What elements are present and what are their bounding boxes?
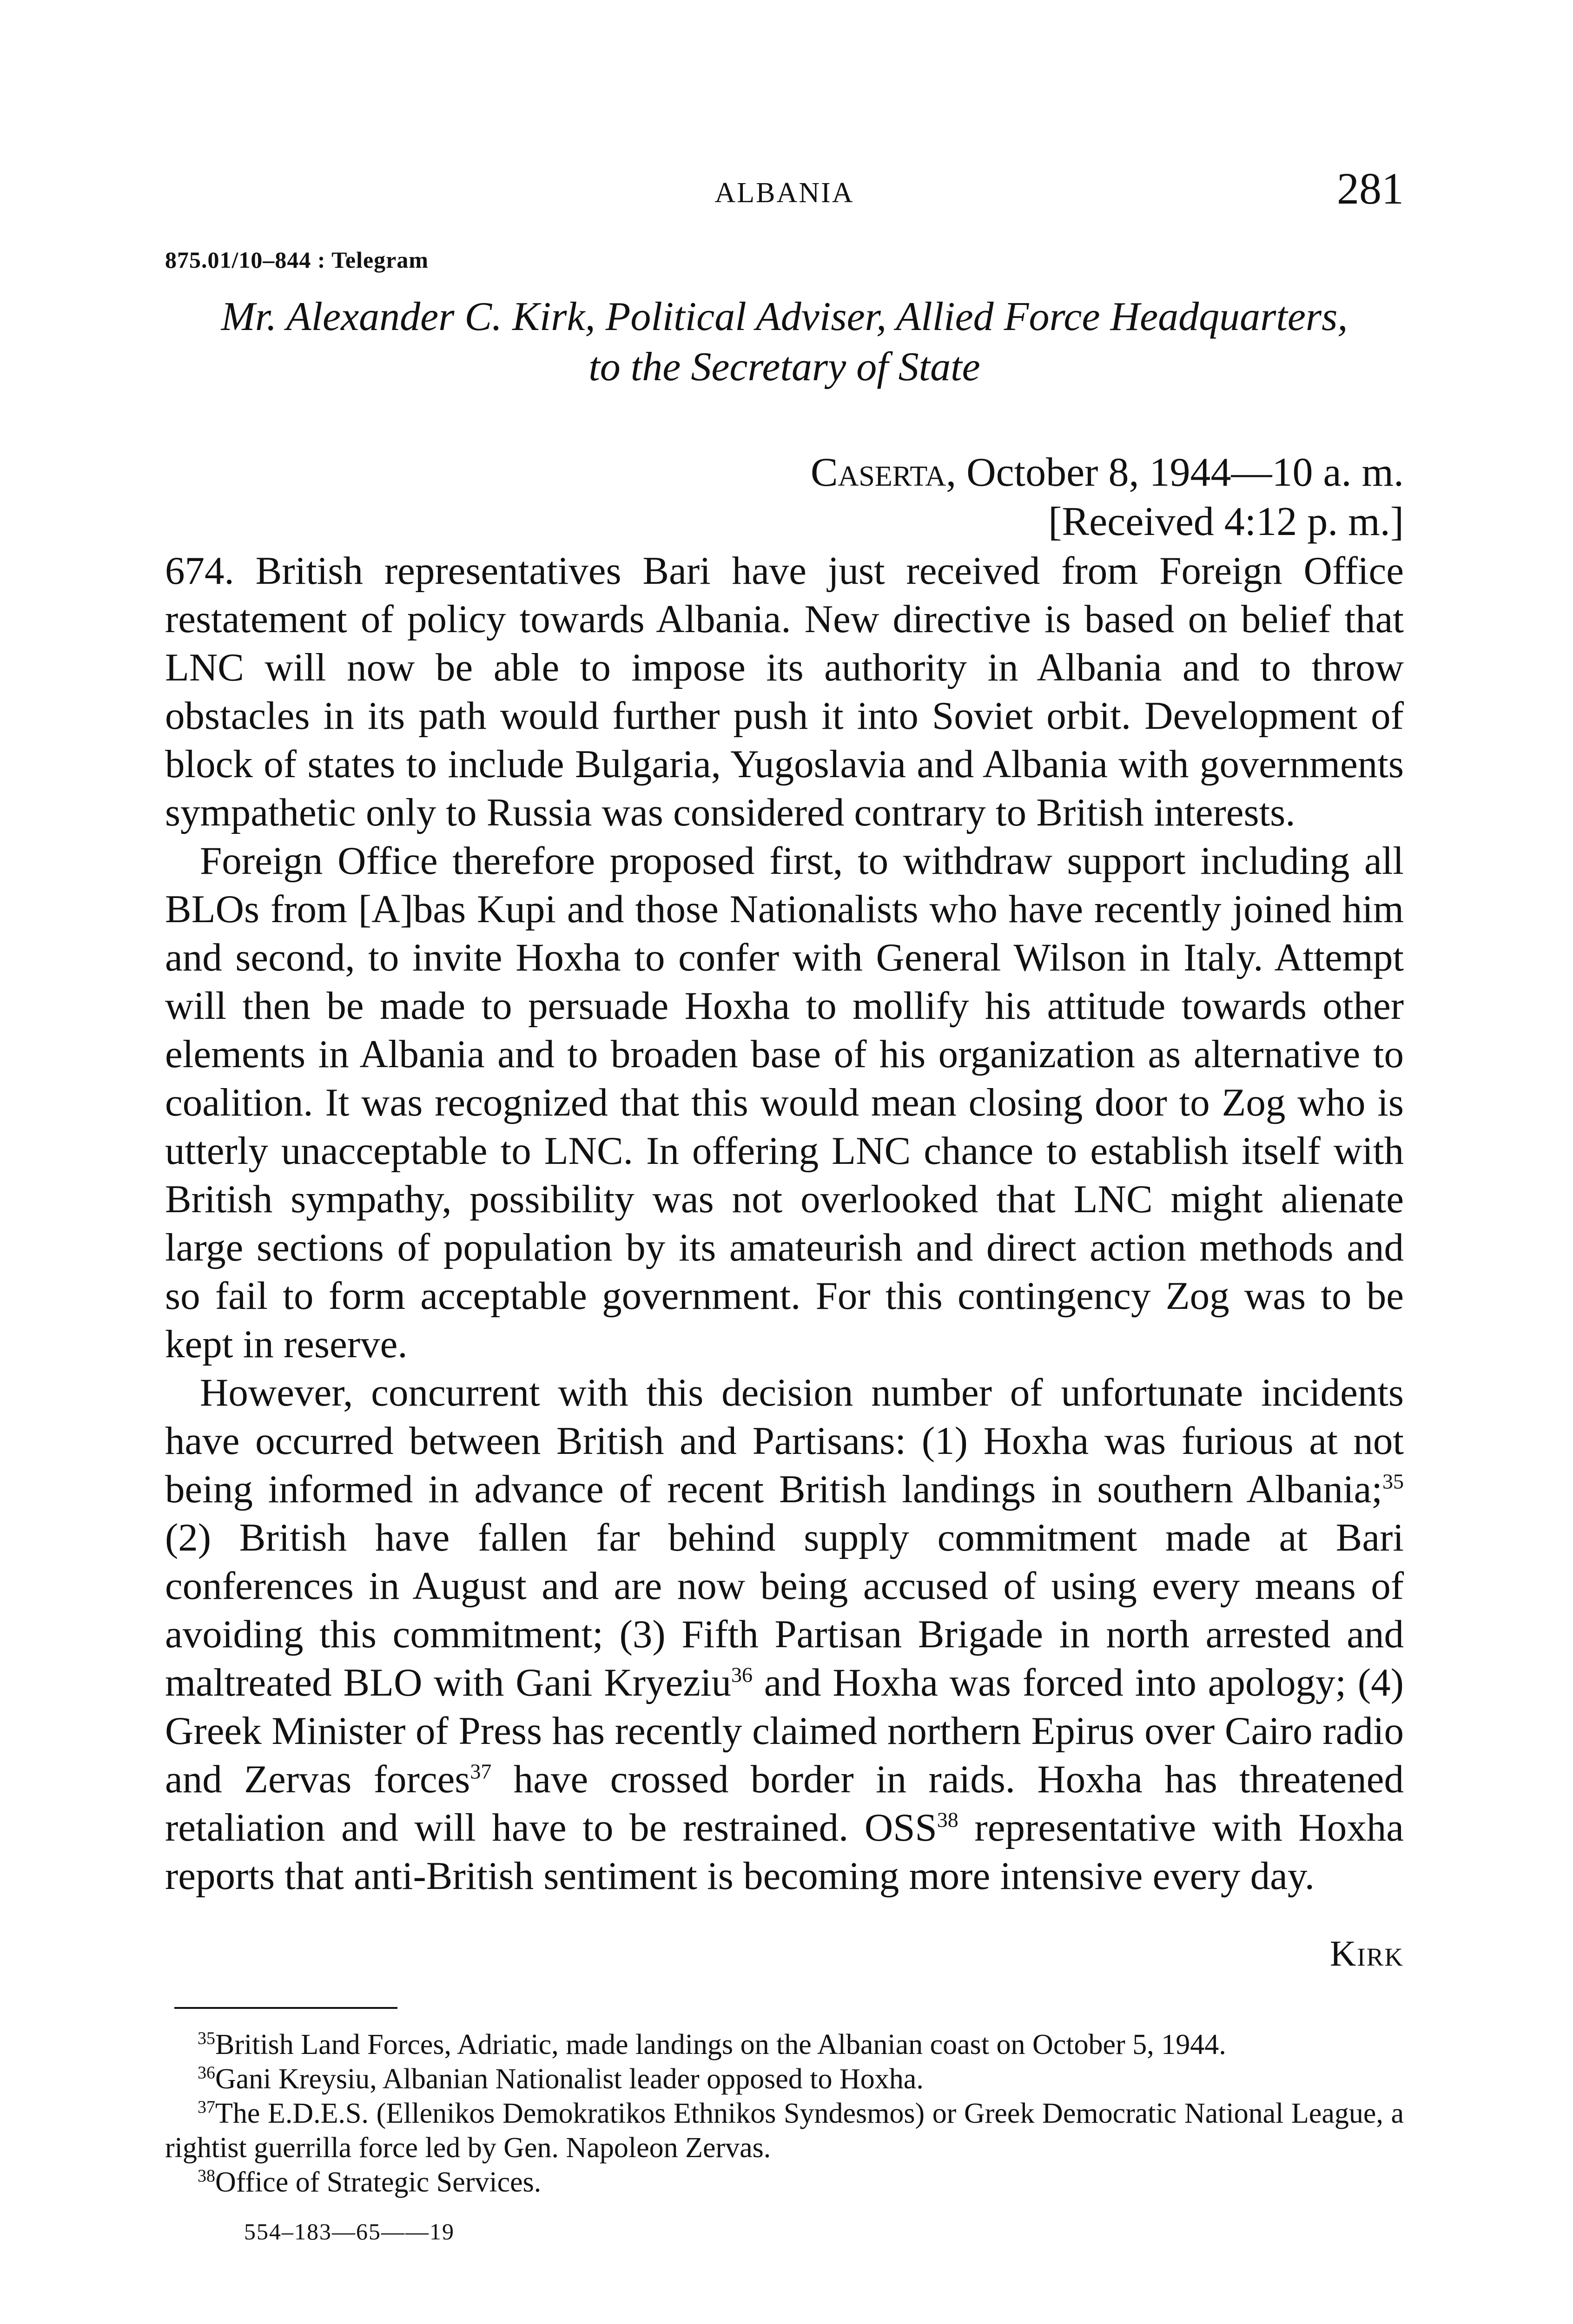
document-page	[165, 158, 1404, 2245]
dateline-date: , October 8, 1944—10 a. m.	[946, 450, 1404, 495]
dateline-received: [Received 4:12 p. m.]	[1048, 499, 1404, 544]
footnote-ref-37: 37	[470, 1759, 492, 1783]
footnote	[165, 2062, 1404, 2096]
paragraph-2: Foreign Office therefore proposed first, to withdraw support including all BLOs from [A]bas Kupi and those Nationalists who have recently joined him and second, to invite Hoxha to confer with General Wilson in Italy. Attempt will then be made to persuade Hoxha to mollify his attitude towards other elements in Albania and to broaden base of his organization as alternative to coalition. It was recognized that this would mean closing door to Zog who is utterly unacceptable to LNC. In offering LNC chance to establish itself with British sympathy, possibility was not overlooked that LNC might alienate large sections of population by its amateurish and direct action methods and so fail to form acceptable government. For this contingency Zog was to be kept in reserve.	[165, 839, 1404, 1366]
title-line-1: Mr. Alexander C. Kirk, Political Adviser, Allied Force Headquarters,	[221, 294, 1348, 339]
footnote-text: Gani Kreysiu, Albanian Nationalist leader opposed to Hoxha.	[215, 2063, 924, 2095]
footnote-text: Office of Strategic Services.	[215, 2166, 542, 2198]
paragraph-1: 674. British representatives Bari have just received from Foreign Office restatement of policy towards Albania. New directive is based on belief that LNC will now be able to impose its authority in Albania and to throw obstacles in its path would further push it into Soviet orbit. Development of block of states to include Bulgaria, Yugoslavia and Albania with governments sympathetic only to Russia was considered contrary to British interests.	[165, 549, 1404, 834]
footnote-number: 38	[198, 2166, 215, 2186]
footnote-ref-35: 35	[1382, 1469, 1404, 1493]
file-reference: 875.01/10–844 : Telegram	[165, 247, 429, 273]
dateline-place: Caserta	[810, 450, 946, 495]
printer-code: 554–183—65——19	[244, 2218, 455, 2245]
paragraph-3	[165, 1368, 1404, 1900]
telegram-body	[165, 547, 1404, 1900]
footnote-divider	[174, 2007, 397, 2009]
dateline	[165, 448, 1404, 547]
footnote	[165, 2165, 1404, 2199]
footnote-number: 36	[198, 2063, 215, 2083]
running-head: ALBANIA	[714, 177, 854, 209]
paragraph-3-part-d: have crossed border in raids. Hoxha has threatened retaliation and will have to be restrained. OSS	[165, 1757, 1404, 1849]
page-number: 281	[1337, 164, 1404, 213]
signature: Kirk	[1329, 1933, 1404, 1974]
title-line-2: to the Secretary of State	[588, 344, 980, 390]
paragraph-3-part-b: (2) British have fallen far behind supply commitment made at Bari conferences in August and are now being accused of using every means of avoiding this commitment; (3) Fifth Partisan Brigade in north arrested and maltreated BLO with Gani Kryeziu	[165, 1516, 1404, 1704]
footnote	[165, 2027, 1404, 2062]
footnote-number: 35	[198, 2028, 215, 2048]
footnote-text: British Land Forces, Adriatic, made landings on the Albanian coast on October 5, 1944.	[215, 2029, 1226, 2060]
footnote-text: The E.D.E.S. (Ellenikos Demokratikos Ethnikos Syndesmos) or Greek Democratic National League, a rightist guerrilla force led by Gen. Napoleon Zervas.	[165, 2098, 1404, 2164]
footnote-ref-36: 36	[731, 1663, 753, 1687]
dateline-sent	[165, 448, 1404, 497]
footnote	[165, 2096, 1404, 2165]
paragraph-3-part-c: and Hoxha was forced into apology; (4) Greek Minister of Press has recently claimed northern Epirus over Cairo radio and Zervas forces	[165, 1661, 1404, 1801]
footnotes	[165, 2027, 1404, 2199]
paragraph-3-part-e: representative with Hoxha reports that anti-British sentiment is becoming more intensive every day.	[165, 1806, 1404, 1898]
footnote-ref-38: 38	[937, 1808, 958, 1832]
page-header	[165, 158, 1404, 228]
paragraph-3-part-a: However, concurrent with this decision number of unfortunate incidents have occurred between British and Partisans: (1) Hoxha was furious at not being informed in advance of recent British landings in southern Albania;	[165, 1371, 1404, 1511]
footnote-number: 37	[198, 2097, 215, 2117]
document-title	[165, 292, 1404, 392]
